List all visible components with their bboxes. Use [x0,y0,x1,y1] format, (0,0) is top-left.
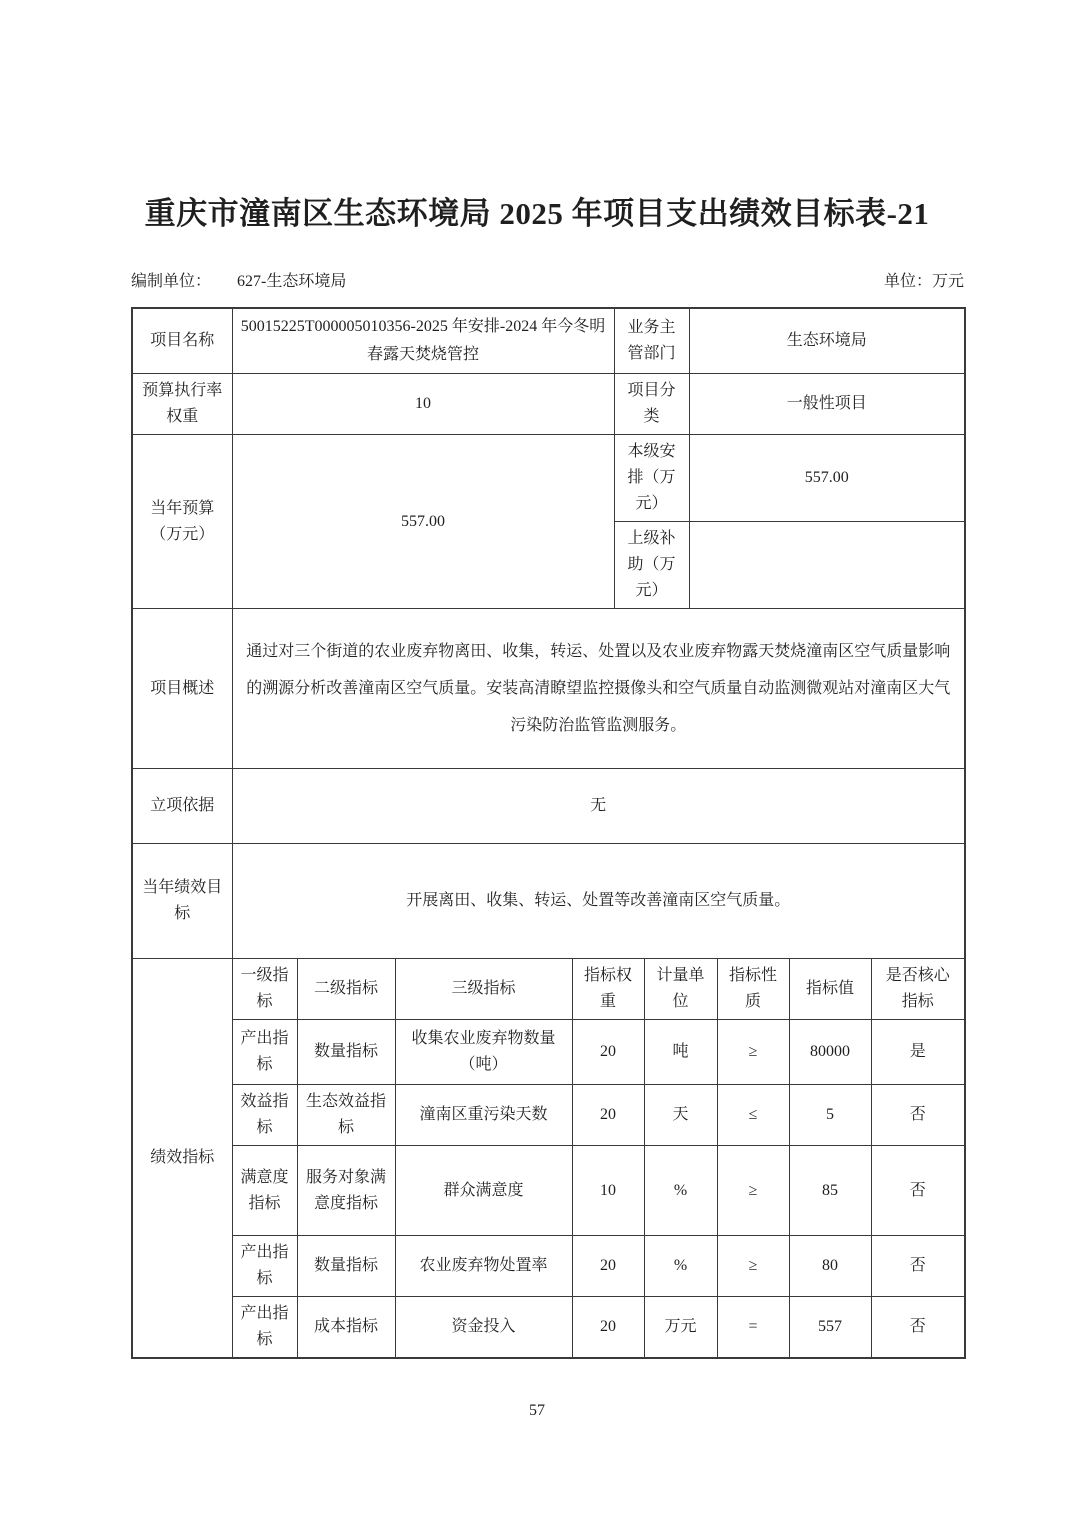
category-label: 项目分类 [614,374,689,435]
annual-budget-label: 当年预算（万元） [132,435,232,609]
col-header-unit: 计量单位 [644,959,717,1020]
indicator-level2: 生态效益指标 [297,1085,395,1146]
col-header-weight: 指标权重 [572,959,644,1020]
prepared-by-label: 编制单位： [131,273,212,290]
indicator-level3: 资金投入 [395,1297,572,1359]
indicator-unit: 吨 [644,1020,717,1085]
page-number: 57 [529,1402,545,1419]
indicator-unit: % [644,1236,717,1297]
performance-target-table [131,307,966,1359]
indicator-row [132,1085,965,1146]
col-header-value: 指标值 [789,959,871,1020]
indicator-level1: 产出指标 [232,1297,297,1359]
indicator-level1: 效益指标 [232,1085,297,1146]
col-header-core: 是否核心指标 [871,959,965,1020]
indicator-core: 否 [871,1236,965,1297]
indicator-row [132,1146,965,1236]
indicator-value: 80 [789,1236,871,1297]
annual-goal-label: 当年绩效目标 [132,844,232,959]
col-header-level1: 一级指标 [232,959,297,1020]
row-budget-weight [132,374,965,435]
basis-label: 立项依据 [132,769,232,844]
indicator-row [132,1297,965,1359]
indicator-nature: ≤ [717,1085,789,1146]
indicator-row [132,1236,965,1297]
indicator-level3: 农业废弃物处置率 [395,1236,572,1297]
page-title: 重庆市潼南区生态环境局 2025 年项目支出绩效目标表-21 [144,196,930,231]
dept-value: 生态环境局 [689,308,965,374]
indicator-level1: 产出指标 [232,1020,297,1085]
indicator-nature: = [717,1297,789,1359]
indicator-level3: 潼南区重污染天数 [395,1085,572,1146]
unit-label: 单位：万元 [883,273,964,290]
indicator-level3: 群众满意度 [395,1146,572,1236]
indicator-level2: 数量指标 [297,1236,395,1297]
col-header-nature: 指标性质 [717,959,789,1020]
project-name-value: 50015225T000005010356-2025 年安排-2024 年今冬明春露天焚烧管控 [232,308,614,374]
budget-weight-label: 预算执行率权重 [132,374,232,435]
indicator-unit: 万元 [644,1297,717,1359]
annual-goal-value: 开展离田、收集、转运、处置等改善潼南区空气质量。 [232,844,965,959]
indicator-level2: 服务对象满意度指标 [297,1146,395,1236]
overview-value: 通过对三个街道的农业废弃物离田、收集，转运、处置以及农业废弃物露天焚烧潼南区空气质量影响的溯源分析改善潼南区空气质量。安装高清瞭望监控摄像头和空气质量自动监测微观站对潼南区大气污染防治监管监测服务。 [232,609,965,769]
prepared-by [131,268,346,291]
indicators-section-label: 绩效指标 [132,959,232,1359]
indicator-core: 否 [871,1085,965,1146]
indicator-weight: 20 [572,1085,644,1146]
superior-subsidy-value [689,522,965,609]
annual-budget-value: 557.00 [232,435,614,609]
indicator-level3: 收集农业废弃物数量（吨） [395,1020,572,1085]
local-arrange-label: 本级安排（万元） [614,435,689,522]
dept-label: 业务主管部门 [614,308,689,374]
indicator-nature: ≥ [717,1146,789,1236]
basis-value: 无 [232,769,965,844]
indicator-value: 80000 [789,1020,871,1085]
indicator-header-row [132,959,965,1020]
indicator-value: 557 [789,1297,871,1359]
indicator-core: 否 [871,1297,965,1359]
budget-weight-value: 10 [232,374,614,435]
indicator-row [132,1020,965,1085]
indicator-value: 85 [789,1146,871,1236]
indicator-unit: % [644,1146,717,1236]
row-annual-goal [132,844,965,959]
project-name-label: 项目名称 [132,308,232,374]
category-value: 一般性项目 [689,374,965,435]
indicator-value: 5 [789,1085,871,1146]
indicator-level1: 满意度指标 [232,1146,297,1236]
superior-subsidy-label: 上级补助（万元） [614,522,689,609]
row-basis [132,769,965,844]
indicator-nature: ≥ [717,1236,789,1297]
indicator-core: 是 [871,1020,965,1085]
col-header-level2: 二级指标 [297,959,395,1020]
indicator-core: 否 [871,1146,965,1236]
local-arrange-value: 557.00 [689,435,965,522]
prepared-by-value: 627-生态环境局 [237,273,347,290]
indicator-unit: 天 [644,1085,717,1146]
meta-row [131,268,964,291]
row-annual-budget-1 [132,435,965,522]
indicator-weight: 20 [572,1236,644,1297]
row-project-name [132,308,965,374]
indicator-weight: 10 [572,1146,644,1236]
col-header-level3: 三级指标 [395,959,572,1020]
indicator-level1: 产出指标 [232,1236,297,1297]
indicator-level2: 成本指标 [297,1297,395,1359]
row-overview [132,609,965,769]
indicator-weight: 20 [572,1020,644,1085]
indicator-weight: 20 [572,1297,644,1359]
overview-label: 项目概述 [132,609,232,769]
indicator-level2: 数量指标 [297,1020,395,1085]
indicator-nature: ≥ [717,1020,789,1085]
